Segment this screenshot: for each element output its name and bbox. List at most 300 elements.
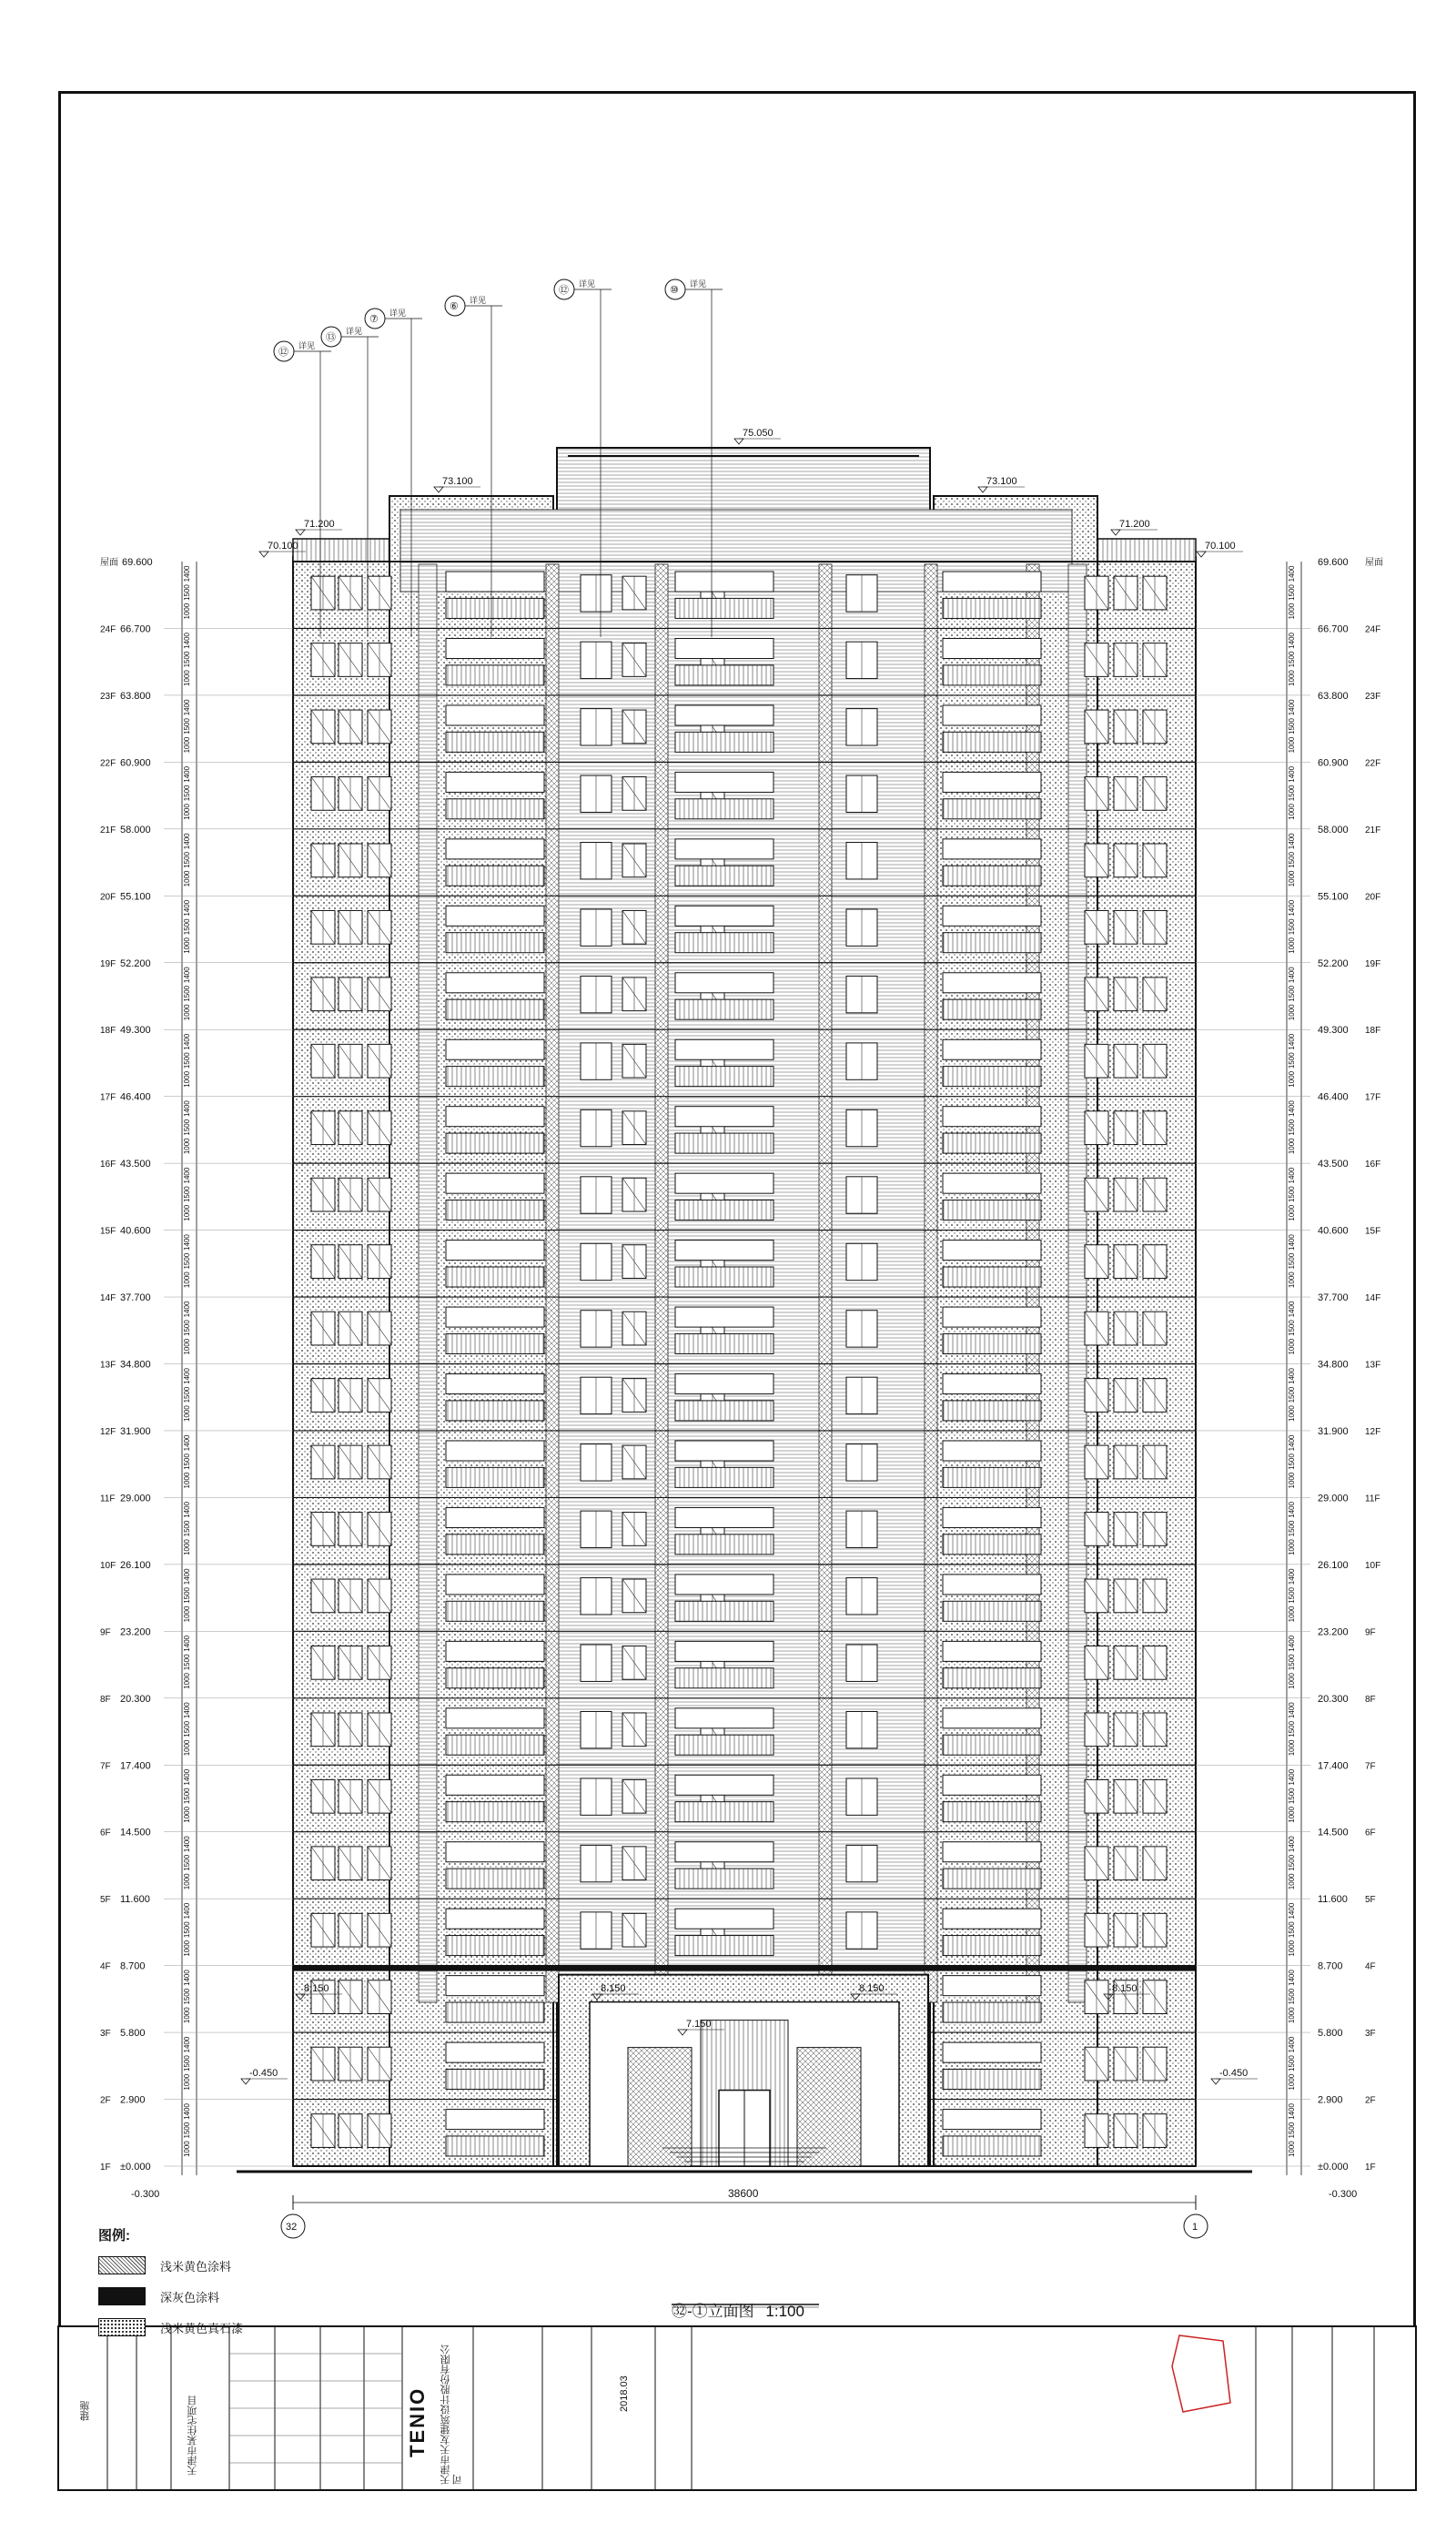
segment-dim-right: 1400	[1288, 1434, 1296, 1452]
floor-label-left: 16F	[100, 1160, 116, 1170]
segment-dim-right: 1400	[1288, 1635, 1296, 1652]
segment-dim-right: 1500	[1288, 1788, 1296, 1805]
level-upper-right: 73.100	[986, 476, 1017, 487]
segment-dim-left: 1000	[183, 1204, 191, 1221]
segment-dim-right: 1400	[1288, 1501, 1296, 1518]
floor-label-right: 22F	[1365, 758, 1381, 769]
segment-dim-left: 1400	[183, 2103, 191, 2120]
level-parapet-right: 71.200	[1119, 519, 1150, 530]
floor-elev-right: 20.300	[1318, 1693, 1349, 1705]
floor-elev-left: 20.300	[120, 1693, 151, 1705]
balcony-window	[675, 705, 774, 725]
balcony-railing	[675, 933, 774, 953]
floor-elev-left: 63.800	[120, 690, 151, 702]
legend-label: 深灰色涂料	[160, 2290, 220, 2304]
segment-dim-right: 1500	[1288, 1119, 1296, 1136]
balcony-railing	[943, 665, 1041, 685]
balcony-window	[675, 1575, 774, 1595]
balcony-window	[675, 1842, 774, 1862]
level-base-mid2: 8.150	[859, 1983, 885, 1994]
balcony-railing	[675, 799, 774, 819]
segment-dim-right: 1500	[1288, 1921, 1296, 1939]
segment-dim-left: 1500	[183, 1988, 191, 2005]
balcony-railing	[943, 1401, 1041, 1421]
segment-dim-right: 1500	[1288, 1988, 1296, 2005]
segment-dim-right: 1000	[1288, 937, 1296, 954]
balcony-window	[675, 1775, 774, 1795]
balcony-railing	[446, 1869, 544, 1889]
callout-number: ⑩	[670, 285, 679, 296]
balcony-railing	[446, 665, 544, 685]
balcony-window	[675, 839, 774, 859]
segment-dim-left: 1400	[183, 1702, 191, 1719]
level-edge-left-marker	[259, 552, 268, 557]
segment-dim-left: 1500	[183, 1587, 191, 1604]
floor-label-left: 18F	[100, 1026, 116, 1037]
segment-dim-left: 1400	[183, 833, 191, 850]
segment-dim-left: 1500	[183, 584, 191, 601]
segment-dim-left: 1000	[183, 1004, 191, 1021]
segment-dim-left: 1400	[183, 1635, 191, 1652]
segment-dim-left: 1400	[183, 565, 191, 582]
pier	[819, 564, 832, 2002]
floor-label-left: 15F	[100, 1226, 116, 1237]
callout-number: ⑬	[326, 332, 336, 343]
floor-label-right: 7F	[1365, 1761, 1376, 1772]
floor-elev-right: 11.600	[1318, 1894, 1348, 1906]
floor-elev-left: 52.200	[120, 957, 151, 969]
level-upper-left: 73.100	[442, 476, 473, 487]
floor-label-right: 14F	[1365, 1293, 1381, 1304]
roof-elev-right: 69.600	[1318, 557, 1349, 568]
balcony-window	[943, 1039, 1041, 1059]
segment-dim-right: 1000	[1288, 1405, 1296, 1423]
floor-label-left: 3F	[100, 2029, 111, 2040]
legend-label: 浅米黄色真石漆	[160, 2321, 244, 2335]
segment-dim-right: 1000	[1288, 1806, 1296, 1823]
segment-dim-left: 1000	[183, 2007, 191, 2024]
balcony-window	[446, 1307, 544, 1327]
balcony-railing	[943, 1936, 1041, 1956]
segment-dim-right: 1000	[1288, 1940, 1296, 1957]
balcony-railing	[943, 1133, 1041, 1153]
balcony-window	[675, 1374, 774, 1394]
segment-dim-left: 1500	[183, 1386, 191, 1403]
segment-dim-left: 1400	[183, 1368, 191, 1384]
segment-dim-right: 1000	[1288, 2007, 1296, 2024]
segment-dim-left: 1400	[183, 1167, 191, 1184]
balcony-window	[943, 839, 1041, 859]
balcony-railing	[943, 1802, 1041, 1822]
balcony-railing	[675, 598, 774, 618]
segment-dim-left: 1000	[183, 1472, 191, 1489]
segment-dim-right: 1000	[1288, 1873, 1296, 1890]
balcony-window	[943, 1107, 1041, 1127]
balcony-railing	[675, 1668, 774, 1688]
level-ground-right-marker	[1211, 2079, 1220, 2084]
company-text: 天津市天友建筑设计股份有限公司	[440, 2345, 463, 2485]
floor-elev-left: 2.900	[120, 2094, 146, 2106]
balcony-railing	[675, 1267, 774, 1287]
segment-dim-left: 1400	[183, 1234, 191, 1251]
floor-label-left: 23F	[100, 691, 116, 702]
balcony-railing	[943, 1067, 1041, 1087]
balcony-railing	[446, 1735, 544, 1755]
balcony-railing	[446, 1067, 544, 1087]
segment-dim-right: 1000	[1288, 1472, 1296, 1489]
segment-dim-left: 1500	[183, 1788, 191, 1805]
segment-dim-right: 1500	[1288, 1252, 1296, 1270]
title-block-company	[440, 2339, 464, 2485]
balcony-railing	[943, 598, 1041, 618]
balcony-railing	[943, 1534, 1041, 1555]
segment-dim-left: 1500	[183, 851, 191, 868]
floor-label-right: 10F	[1365, 1560, 1381, 1571]
callout-number: ⑫	[278, 347, 288, 358]
level-upper-right-marker	[978, 487, 987, 492]
floor-label-left: 17F	[100, 1092, 116, 1103]
level-ground-right: -0.450	[1219, 2068, 1249, 2079]
segment-dim-right: 1000	[1288, 1539, 1296, 1555]
segment-dim-right: 1400	[1288, 565, 1296, 582]
balcony-railing	[943, 732, 1041, 752]
balcony-railing	[446, 1133, 544, 1153]
floor-elev-left: 11.600	[120, 1894, 150, 1906]
balcony-window	[675, 1039, 774, 1059]
floor-label-right: 15F	[1365, 1226, 1381, 1237]
floor-elev-right: 52.200	[1318, 957, 1349, 969]
balcony-window	[943, 705, 1041, 725]
balcony-railing	[446, 2002, 544, 2022]
floor-elev-right: 58.000	[1318, 824, 1349, 836]
segment-dim-left: 1500	[183, 1720, 191, 1737]
balcony-railing	[675, 1067, 774, 1087]
floor-elev-right: 49.300	[1318, 1025, 1349, 1037]
segment-dim-right: 1500	[1288, 1052, 1296, 1069]
balcony-window	[446, 1708, 544, 1728]
level-top: 75.050	[743, 428, 774, 439]
balcony-window	[675, 1173, 774, 1193]
segment-dim-left: 1400	[183, 1434, 191, 1452]
segment-dim-left: 1000	[183, 670, 191, 686]
balcony-window	[675, 572, 774, 592]
legend-label: 浅米黄色涂料	[160, 2259, 232, 2274]
balcony-railing	[675, 1601, 774, 1621]
balcony-window	[446, 839, 544, 859]
legend-title: 图例:	[98, 2228, 130, 2243]
balcony-window	[446, 1241, 544, 1261]
floor-elev-right: 2.900	[1318, 2094, 1343, 2106]
sheet-text: 建施	[80, 2401, 91, 2421]
segment-dim-left: 1500	[183, 1119, 191, 1136]
balcony-window	[943, 1976, 1041, 1996]
segment-dim-left: 1000	[183, 1070, 191, 1088]
segment-dim-left: 1500	[183, 1520, 191, 1537]
balcony-railing	[675, 665, 774, 685]
floor-elev-right: 8.700	[1318, 1960, 1343, 1972]
balcony-window	[446, 2110, 544, 2130]
balcony-railing	[446, 933, 544, 953]
level-ground-left-marker	[241, 2079, 250, 2084]
pier	[546, 564, 559, 2002]
balcony-window	[446, 705, 544, 725]
entrance-screen-left	[628, 2048, 692, 2166]
floor-label-left: 24F	[100, 624, 116, 635]
balcony-window	[675, 1507, 774, 1527]
floor-label-left: 1F	[100, 2162, 111, 2173]
balcony-railing	[943, 1601, 1041, 1621]
balcony-window	[446, 1842, 544, 1862]
segment-dim-right: 1000	[1288, 736, 1296, 754]
balcony-railing	[943, 1735, 1041, 1755]
segment-dim-left: 1400	[183, 699, 191, 716]
floor-elev-right: 40.600	[1318, 1225, 1349, 1237]
segment-dim-right: 1000	[1288, 670, 1296, 686]
segment-dim-right: 1400	[1288, 1301, 1296, 1318]
grade-right: -0.300	[1329, 2189, 1358, 2200]
segment-dim-left: 1400	[183, 899, 191, 917]
segment-dim-left: 1000	[183, 804, 191, 820]
segment-dim-left: 1500	[183, 1854, 191, 1871]
floor-label-right: 6F	[1365, 1828, 1376, 1838]
balcony-window	[943, 973, 1041, 993]
balcony-window	[675, 906, 774, 926]
balcony-window	[943, 1775, 1041, 1795]
segment-dim-left: 1000	[183, 1739, 191, 1757]
balcony-window	[943, 1307, 1041, 1327]
balcony-railing	[943, 1267, 1041, 1287]
balcony-railing	[446, 1401, 544, 1421]
balcony-window	[446, 572, 544, 592]
segment-dim-left: 1500	[183, 1921, 191, 1939]
legend-item	[98, 2312, 243, 2343]
balcony-window	[446, 2042, 544, 2062]
overall-width-label: 38600	[728, 2187, 759, 2200]
balcony-window	[446, 1039, 544, 1059]
segment-dim-right: 1000	[1288, 804, 1296, 820]
segment-dim-right: 1000	[1288, 2073, 1296, 2091]
segment-dim-right: 1500	[1288, 2122, 1296, 2139]
segment-dim-right: 1400	[1288, 699, 1296, 716]
callout-note: 详见	[690, 279, 707, 289]
title-block-project	[187, 2339, 199, 2476]
segment-dim-left: 1400	[183, 1970, 191, 1986]
floor-label-left: 8F	[100, 1694, 111, 1705]
floor-elev-right: 60.900	[1318, 757, 1349, 769]
callout-number: ⑫	[559, 285, 569, 296]
segment-dim-right: 1500	[1288, 651, 1296, 668]
segment-dim-right: 1500	[1288, 851, 1296, 868]
segment-dim-right: 1500	[1288, 1654, 1296, 1671]
callout-number: ⑥	[450, 301, 459, 312]
segment-dim-left: 1000	[183, 2141, 191, 2158]
balcony-railing	[446, 1200, 544, 1220]
floor-elev-left: 23.200	[120, 1626, 151, 1638]
balcony-window	[675, 1307, 774, 1327]
balcony-window	[943, 2042, 1041, 2062]
drawing-title-text: ㉜-①立面图	[672, 2303, 754, 2320]
segment-dim-left: 1000	[183, 1873, 191, 1890]
floor-label-left: 4F	[100, 1961, 111, 1972]
level-base-mid1: 8.150	[601, 1983, 626, 1994]
segment-dim-right: 1400	[1288, 1033, 1296, 1050]
floor-elev-right: 23.200	[1318, 1626, 1349, 1638]
balcony-window	[675, 772, 774, 792]
floor-label-left: 9F	[100, 1627, 111, 1638]
segment-dim-left: 1000	[183, 1806, 191, 1823]
segment-dim-right: 1000	[1288, 1004, 1296, 1021]
balcony-railing	[675, 1333, 774, 1353]
segment-dim-left: 1000	[183, 1940, 191, 1957]
segment-dim-left: 1400	[183, 765, 191, 783]
segment-dim-right: 1400	[1288, 2036, 1296, 2053]
level-edge-right: 70.100	[1205, 541, 1236, 552]
balcony-railing	[675, 1735, 774, 1755]
segment-dim-left: 1000	[183, 603, 191, 620]
segment-dim-left: 1500	[183, 1052, 191, 1069]
balcony-railing	[446, 598, 544, 618]
segment-dim-right: 1400	[1288, 1768, 1296, 1786]
balcony-railing	[943, 799, 1041, 819]
balcony-window	[675, 1441, 774, 1461]
balcony-railing	[943, 933, 1041, 953]
balcony-window	[446, 1641, 544, 1661]
segment-dim-left: 1500	[183, 918, 191, 936]
floor-elev-left: 26.100	[120, 1559, 151, 1571]
segment-dim-left: 1500	[183, 651, 191, 668]
balcony-window	[675, 1641, 774, 1661]
floor-elev-left: 40.600	[120, 1225, 151, 1237]
floor-label-right: 5F	[1365, 1895, 1376, 1906]
floor-label-right: 12F	[1365, 1426, 1381, 1437]
brand-text: TENIO	[406, 2386, 429, 2457]
segment-dim-left: 1000	[183, 1673, 191, 1689]
level-parapet-left: 71.200	[304, 519, 335, 530]
floor-label-right: 1F	[1365, 2162, 1376, 2173]
segment-dim-right: 1000	[1288, 1605, 1296, 1623]
floor-elev-left: 34.800	[120, 1359, 151, 1371]
segment-dim-right: 1000	[1288, 1271, 1296, 1289]
segment-dim-right: 1400	[1288, 2103, 1296, 2120]
level-edge-right-marker	[1197, 552, 1206, 557]
balcony-window	[943, 1909, 1041, 1929]
segment-dim-left: 1500	[183, 1453, 191, 1470]
title-block-date	[619, 2339, 631, 2412]
segment-dim-right: 1000	[1288, 1673, 1296, 1689]
central-roof-edge	[568, 455, 919, 457]
floor-label-left: 2F	[100, 2095, 111, 2106]
balcony-railing	[943, 2002, 1041, 2022]
level-base-left: 8.150	[304, 1983, 329, 1994]
balcony-window	[446, 1107, 544, 1127]
segment-dim-left: 1000	[183, 870, 191, 887]
balcony-window	[675, 1107, 774, 1127]
floor-label-right: 2F	[1365, 2095, 1376, 2106]
drawing-title	[672, 2298, 804, 2321]
segment-dim-right: 1500	[1288, 718, 1296, 734]
segment-dim-right: 1500	[1288, 1520, 1296, 1537]
segment-dim-right: 1500	[1288, 985, 1296, 1002]
callout-note: 详见	[470, 296, 487, 305]
floor-label-left: 6F	[100, 1828, 111, 1838]
balcony-window	[943, 1374, 1041, 1394]
segment-dim-left: 1500	[183, 2055, 191, 2072]
floor-label-left: 11F	[100, 1494, 116, 1504]
segment-dim-right: 1500	[1288, 584, 1296, 601]
callout-note: 详见	[298, 341, 316, 350]
segment-dim-left: 1400	[183, 1501, 191, 1518]
floor-label-left: 14F	[100, 1293, 116, 1304]
floor-elev-left: 31.900	[120, 1425, 151, 1437]
segment-dim-right: 1500	[1288, 2055, 1296, 2072]
legend-swatch-hatch	[98, 2256, 146, 2274]
floor-label-right: 9F	[1365, 1627, 1376, 1638]
floor-elev-left: 58.000	[120, 824, 151, 836]
floor-elev-left: 60.900	[120, 757, 151, 769]
segment-dim-right: 1500	[1288, 785, 1296, 802]
balcony-railing	[446, 1467, 544, 1487]
drawing-scale: 1:100	[765, 2303, 804, 2320]
balcony-window	[943, 1173, 1041, 1193]
balcony-window	[943, 1641, 1041, 1661]
balcony-window	[446, 1575, 544, 1595]
balcony-window	[446, 1173, 544, 1193]
balcony-railing	[446, 1936, 544, 1956]
segment-dim-right: 1500	[1288, 1453, 1296, 1470]
level-ground-left: -0.450	[249, 2068, 278, 2079]
balcony-railing	[675, 1936, 774, 1956]
floor-label-left: 5F	[100, 1895, 111, 1906]
podium-band	[293, 1966, 1196, 1971]
axis-label-left: 32	[286, 2222, 298, 2233]
callout-note: 详见	[389, 309, 407, 318]
axis-label-right: 1	[1192, 2222, 1198, 2233]
floor-label-right: 20F	[1365, 892, 1381, 903]
segment-dim-left: 1500	[183, 1320, 191, 1336]
segment-dim-left: 1400	[183, 1301, 191, 1318]
balcony-railing	[446, 866, 544, 886]
balcony-window	[446, 1775, 544, 1795]
segment-dim-right: 1400	[1288, 1234, 1296, 1251]
segment-dim-right: 1400	[1288, 633, 1296, 649]
roof-label-left: 屋面	[100, 558, 118, 568]
segment-dim-right: 1000	[1288, 1070, 1296, 1088]
segment-dim-left: 1000	[183, 736, 191, 754]
floor-elev-left: 8.700	[120, 1960, 146, 1972]
floor-elev-right: 66.700	[1318, 623, 1349, 635]
segment-dim-right: 1500	[1288, 1186, 1296, 1203]
balcony-railing	[943, 2136, 1041, 2156]
segment-dim-left: 1000	[183, 1271, 191, 1289]
floor-elev-left: 14.500	[120, 1827, 151, 1838]
level-entrance: 7.150	[686, 2019, 712, 2030]
roof-elev-left: 69.600	[122, 557, 153, 568]
balcony-window	[675, 973, 774, 993]
level-edge-left: 70.100	[268, 541, 298, 552]
balcony-railing	[446, 799, 544, 819]
side-pier	[1068, 564, 1087, 2002]
segment-dim-left: 1000	[183, 937, 191, 954]
left-parapet	[293, 539, 389, 562]
entrance-screen-right	[797, 2048, 861, 2166]
grade-left: -0.300	[131, 2189, 160, 2200]
floor-elev-right: 17.400	[1318, 1760, 1349, 1772]
floor-label-right: 17F	[1365, 1092, 1381, 1103]
balcony-window	[943, 2110, 1041, 2130]
balcony-window	[675, 638, 774, 658]
balcony-railing	[675, 732, 774, 752]
segment-dim-right: 1500	[1288, 1587, 1296, 1604]
